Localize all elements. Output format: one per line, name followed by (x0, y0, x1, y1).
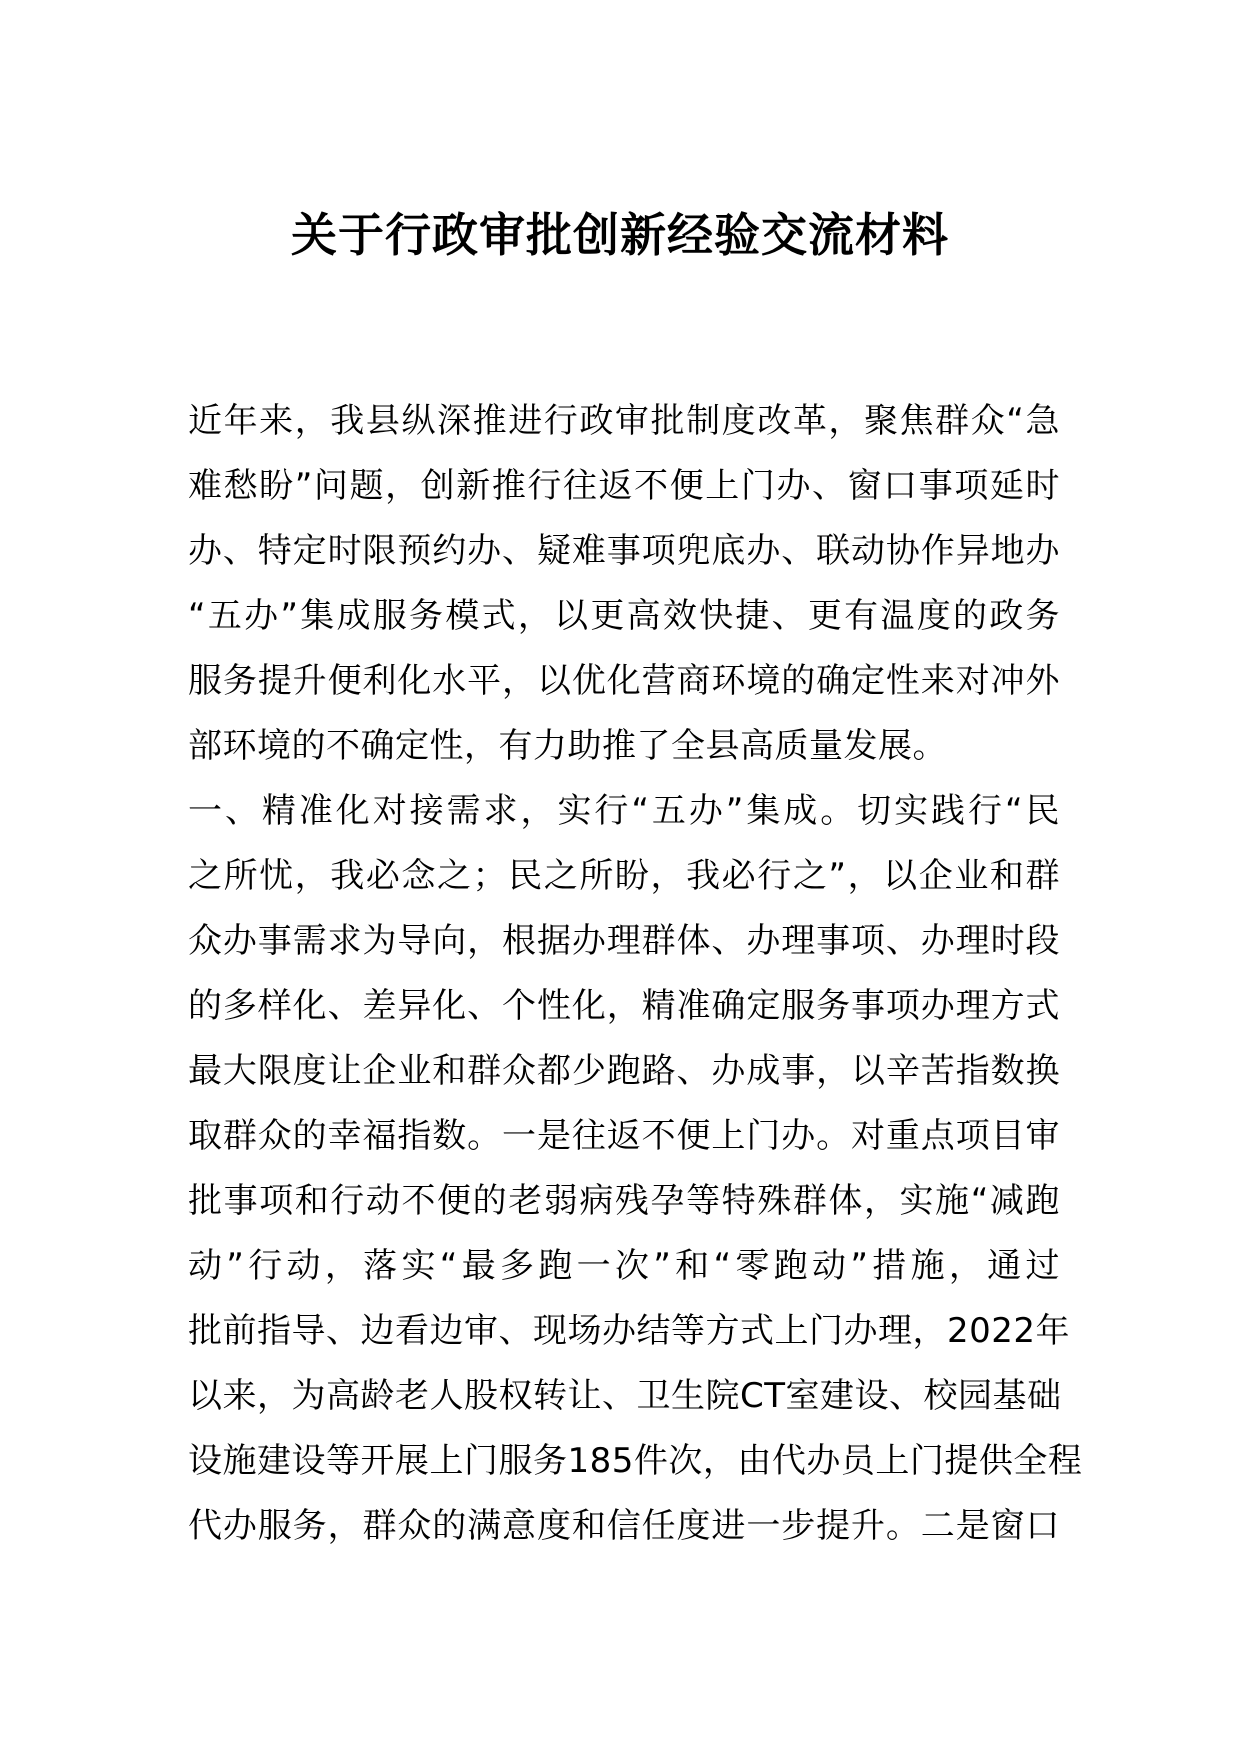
text-line: 批事项和行动不便的老弱病残孕等特殊群体，实施“减跑 (188, 1181, 1060, 1221)
text-line: 难愁盼”问题，创新推行往返不便上门办、窗口事项延时 (188, 466, 1060, 506)
text-line: 一、精准化对接需求，实行“五办”集成。切实践行“民 (188, 791, 1060, 831)
text-line: 最大限度让企业和群众都少跑路、办成事，以辛苦指数换 (188, 1051, 1060, 1091)
text-line: 动”行动，落实“最多跑一次”和“零跑动”措施，通过 (188, 1246, 1060, 1286)
text-line: 批前指导、边看边审、现场办结等方式上门办理，2022年 (188, 1311, 1071, 1351)
text-line: 服务提升便利化水平，以优化营商环境的确定性来对冲外 (188, 661, 1060, 701)
text-line: 部环境的不确定性，有力助推了全县高质量发展。 (188, 726, 947, 766)
document-body (188, 389, 1083, 1559)
text-line: 设施建设等开展上门服务185件次，由代办员上门提供全程 (188, 1441, 1083, 1481)
text-line: 众办事需求为导向，根据办理群体、办理事项、办理时段 (188, 921, 1060, 961)
text-line: 近年来，我县纵深推进行政审批制度改革，聚焦群众“急 (188, 401, 1060, 441)
text-line: 取群众的幸福指数。一是往返不便上门办。对重点项目审 (188, 1116, 1060, 1156)
text-line: 代办服务，群众的满意度和信任度进一步提升。二是窗口 (188, 1506, 1060, 1546)
document-title: 关于行政审批创新经验交流材料 (291, 208, 949, 262)
text-line: 的多样化、差异化、个性化，精准确定服务事项办理方式 (188, 986, 1060, 1026)
text-line: 以来，为高龄老人股权转让、卫生院CT室建设、校园基础 (188, 1376, 1062, 1416)
text-line: 办、特定时限预约办、疑难事项兜底办、联动协作异地办 (188, 531, 1060, 571)
text-line: 之所忧，我必念之；民之所盼，我必行之”，以企业和群 (188, 856, 1060, 896)
text-line: “五办”集成服务模式，以更高效快捷、更有温度的政务 (188, 596, 1060, 636)
